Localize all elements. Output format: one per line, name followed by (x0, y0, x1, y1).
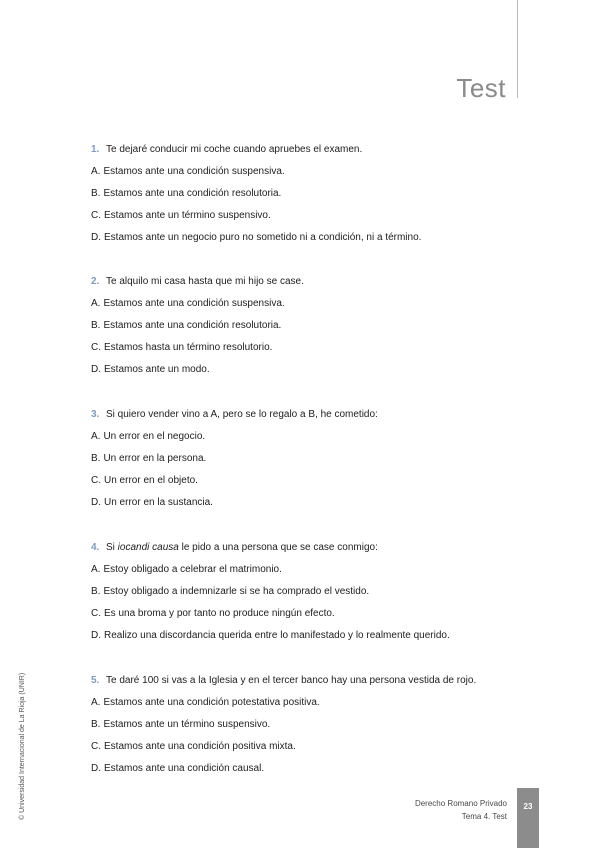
answer-option (91, 187, 531, 200)
option-letter: D. (91, 497, 101, 508)
question-text-part: le pido a una persona que se case conmigo: (178, 542, 378, 553)
answer-option (91, 430, 531, 443)
option-text: Estamos ante una condición resolutoria. (103, 188, 282, 199)
option-text: Estamos ante un término suspensivo. (103, 719, 271, 730)
question-text-italic: iocandi causa (117, 542, 179, 553)
option-text: Un error en el objeto. (104, 475, 198, 486)
option-text: Estamos ante un negocio puro no sometido ni a condición, ni a término. (104, 232, 422, 243)
question-1 (91, 143, 531, 244)
question-stem (91, 275, 531, 288)
option-text: Estamos ante un modo. (104, 364, 210, 375)
question-number: 1. (91, 144, 100, 155)
question-stem (91, 143, 531, 156)
question-3 (91, 408, 531, 509)
question-number: 2. (91, 276, 100, 287)
option-text: Estamos hasta un término resolutorio. (104, 342, 273, 353)
option-letter: B. (91, 453, 101, 464)
question-5 (91, 674, 531, 775)
page-title: Test (456, 73, 506, 103)
answer-option (91, 607, 531, 620)
answer-option (91, 585, 531, 598)
answer-option (91, 363, 531, 376)
footer-course: Derecho Romano Privado (414, 799, 507, 808)
answer-option (91, 297, 531, 310)
question-number: 3. (91, 409, 100, 420)
answer-option (91, 629, 531, 642)
option-text: Es una broma y por tanto no produce ningún efecto. (104, 608, 335, 619)
option-letter: C. (91, 342, 101, 353)
answer-option (91, 496, 531, 509)
option-letter: C. (91, 741, 101, 752)
answer-option (91, 165, 531, 178)
answer-option (91, 231, 531, 244)
answer-option (91, 762, 531, 775)
option-letter: A. (91, 564, 101, 575)
page-number-box (517, 788, 539, 848)
option-letter: D. (91, 763, 101, 774)
option-text: Estamos ante una condición positiva mixta. (104, 741, 296, 752)
option-letter: A. (91, 166, 101, 177)
answer-option (91, 696, 531, 709)
page-number: 23 (523, 802, 533, 811)
option-letter: A. (91, 697, 101, 708)
answer-option (91, 718, 531, 731)
question-text: Si quiero vender vino a A, pero se lo regalo a B, he cometido: (106, 409, 378, 420)
question-number: 5. (91, 675, 100, 686)
question-text (106, 542, 378, 553)
option-letter: B. (91, 320, 101, 331)
option-letter: D. (91, 364, 101, 375)
option-text: Estamos ante una condición potestativa positiva. (103, 697, 320, 708)
option-letter: D. (91, 630, 101, 641)
answer-option (91, 319, 531, 332)
option-text: Estamos ante una condición suspensiva. (103, 298, 285, 309)
option-text: Estamos ante una condición causal. (104, 763, 265, 774)
answer-option (91, 563, 531, 576)
question-text: Te daré 100 si vas a la Iglesia y en el tercer banco hay una persona vestida de rojo. (106, 675, 477, 686)
option-text: Estamos ante una condición suspensiva. (103, 166, 285, 177)
footer-topic: Tema 4. Test (461, 812, 507, 821)
option-text: Estamos ante una condición resolutoria. (103, 320, 282, 331)
answer-option (91, 474, 531, 487)
question-text: Te dejaré conducir mi coche cuando apruebes el examen. (106, 144, 363, 155)
option-letter: C. (91, 608, 101, 619)
question-text: Te alquilo mi casa hasta que mi hijo se case. (106, 276, 304, 287)
option-text: Estamos ante un término suspensivo. (104, 210, 271, 221)
option-letter: B. (91, 586, 101, 597)
question-2 (91, 275, 531, 376)
answer-option (91, 209, 531, 222)
question-stem (91, 541, 531, 554)
option-letter: C. (91, 475, 101, 486)
question-stem (91, 408, 531, 421)
option-text: Estoy obligado a celebrar el matrimonio. (103, 564, 282, 575)
page-footer (307, 797, 507, 823)
copyright-notice: © Universidad Internacional de La Rioja (UNIR) (19, 672, 26, 820)
answer-option (91, 341, 531, 354)
option-letter: D. (91, 232, 101, 243)
question-4 (91, 541, 531, 642)
option-letter: A. (91, 298, 101, 309)
option-text: Realizo una discordancia querida entre lo manifestado y lo realmente querido. (104, 630, 450, 641)
option-letter: B. (91, 719, 101, 730)
option-text: Un error en la sustancia. (104, 497, 213, 508)
option-text: Estoy obligado a indemnizarle si se ha comprado el vestido. (103, 586, 370, 597)
header-divider (517, 0, 518, 98)
option-letter: C. (91, 210, 101, 221)
option-letter: B. (91, 188, 101, 199)
option-text: Un error en la persona. (103, 453, 207, 464)
option-text: Un error en el negocio. (103, 431, 206, 442)
option-letter: A. (91, 431, 101, 442)
question-stem (91, 674, 531, 687)
question-text-part: Si (106, 542, 118, 553)
answer-option (91, 740, 531, 753)
question-number: 4. (91, 542, 100, 553)
answer-option (91, 452, 531, 465)
